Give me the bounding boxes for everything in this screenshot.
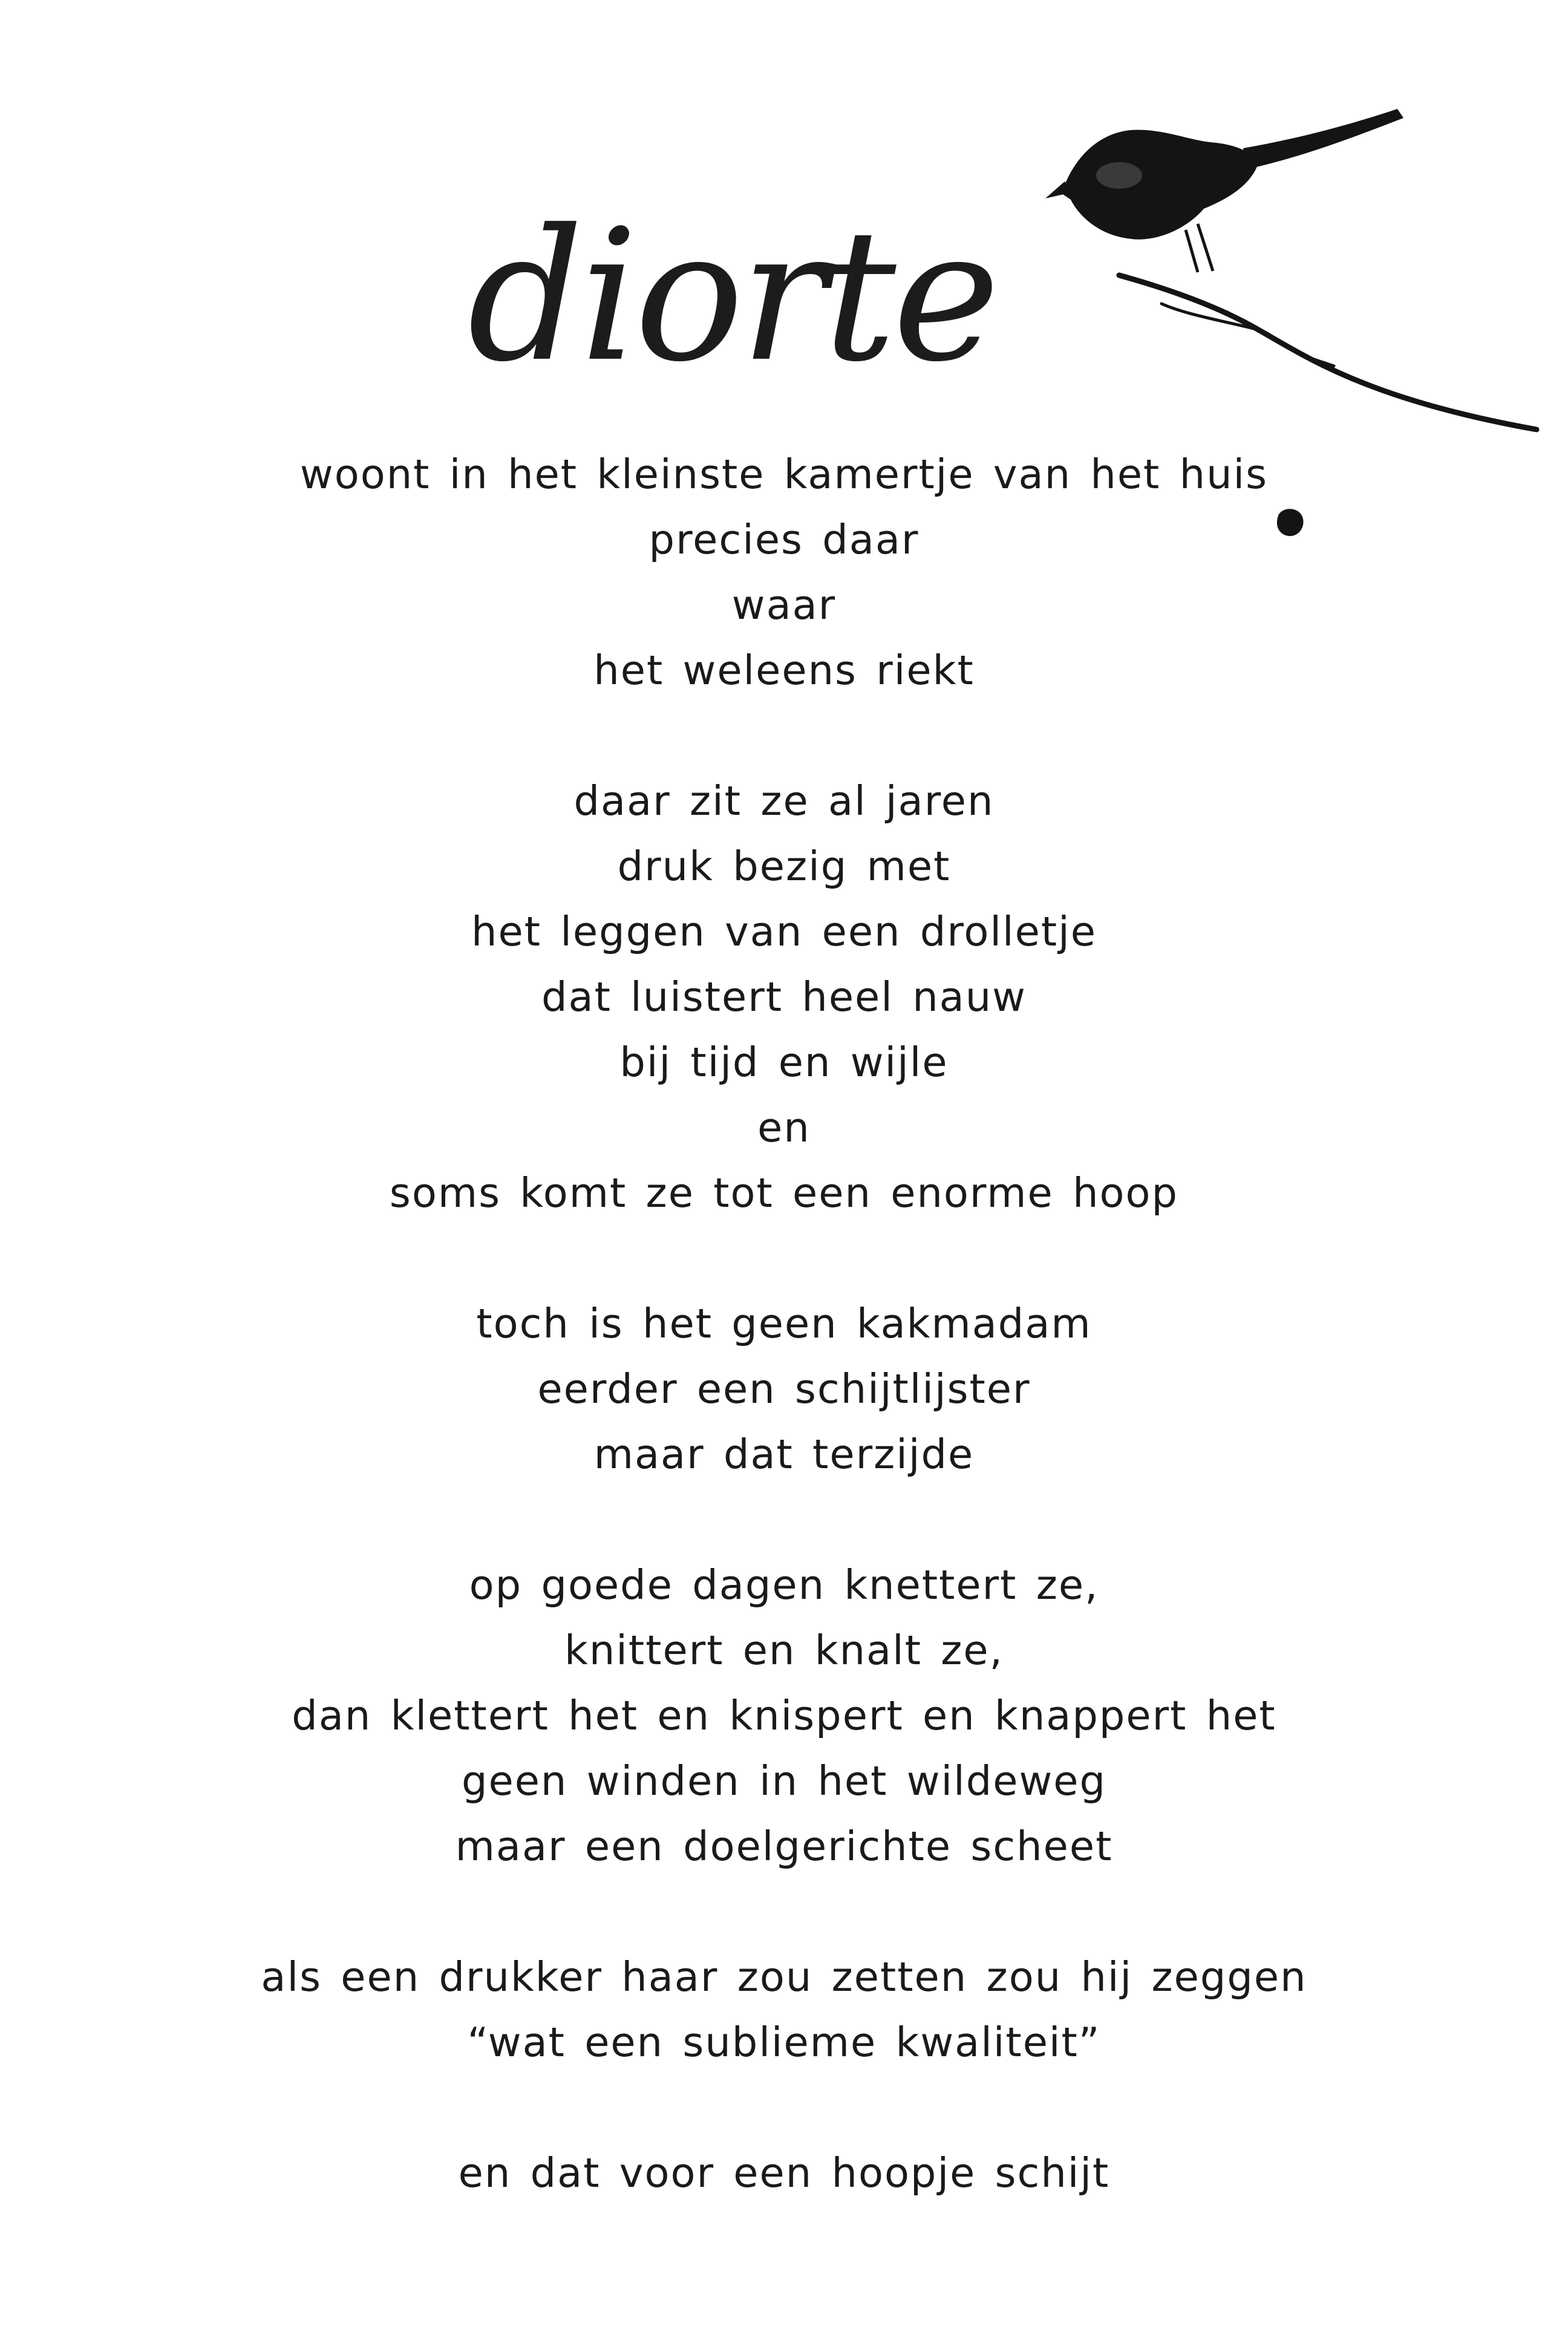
stanza <box>0 1944 1568 2075</box>
stanza <box>0 768 1568 1226</box>
poem-line: maar dat terzijde <box>593 1431 975 1478</box>
poem-line: het weleens riekt <box>593 647 975 694</box>
poem-line: waar <box>731 581 837 629</box>
poem-line: en dat voor een hoopje schijt <box>458 2149 1110 2197</box>
bird-legs-icon <box>1186 224 1213 272</box>
poem-line: dan klettert het en knispert en knappert het <box>292 1692 1276 1739</box>
poem-line: “wat een sublieme kwaliteit” <box>467 2019 1101 2066</box>
poem-line: precies daar <box>648 516 920 563</box>
bird-body-icon <box>1062 130 1258 240</box>
poem-line: daar zit ze al jaren <box>573 777 995 825</box>
poem-body <box>0 442 1568 2271</box>
poem-line: en <box>757 1104 811 1151</box>
poem-line: soms komt ze tot een enorme hoop <box>389 1169 1179 1217</box>
stanza <box>0 2140 1568 2206</box>
branch-icon <box>1119 275 1537 430</box>
poem-line: als een drukker haar zou zetten zou hij zeggen <box>261 1953 1307 2001</box>
poem-line: druk bezig met <box>617 843 951 890</box>
stanza <box>0 442 1568 703</box>
poem-line: het leggen van een drolletje <box>471 908 1097 955</box>
stanza <box>0 1552 1568 1879</box>
poem-line: woont in het kleinste kamertje van het huis <box>299 451 1269 498</box>
poem-line: eerder een schijtlijster <box>537 1365 1031 1413</box>
poem-line: toch is het geen kakmadam <box>476 1300 1092 1347</box>
bird-tail-icon <box>1243 109 1403 169</box>
poem-line: dat luistert heel nauw <box>541 973 1027 1021</box>
poem-line: op goede dagen knettert ze, <box>469 1561 1099 1609</box>
poem-line: bij tijd en wijle <box>619 1039 949 1086</box>
poem-title: diorte <box>467 191 997 402</box>
bird-wing-icon <box>1096 162 1142 189</box>
poem-line: maar een doelgerichte scheet <box>455 1823 1113 1870</box>
poem-line: geen winden in het wildeweg <box>461 1757 1107 1805</box>
stanza <box>0 1291 1568 1487</box>
poem-line: knittert en knalt ze, <box>564 1627 1004 1674</box>
bird-on-branch-icon <box>1004 91 1549 454</box>
